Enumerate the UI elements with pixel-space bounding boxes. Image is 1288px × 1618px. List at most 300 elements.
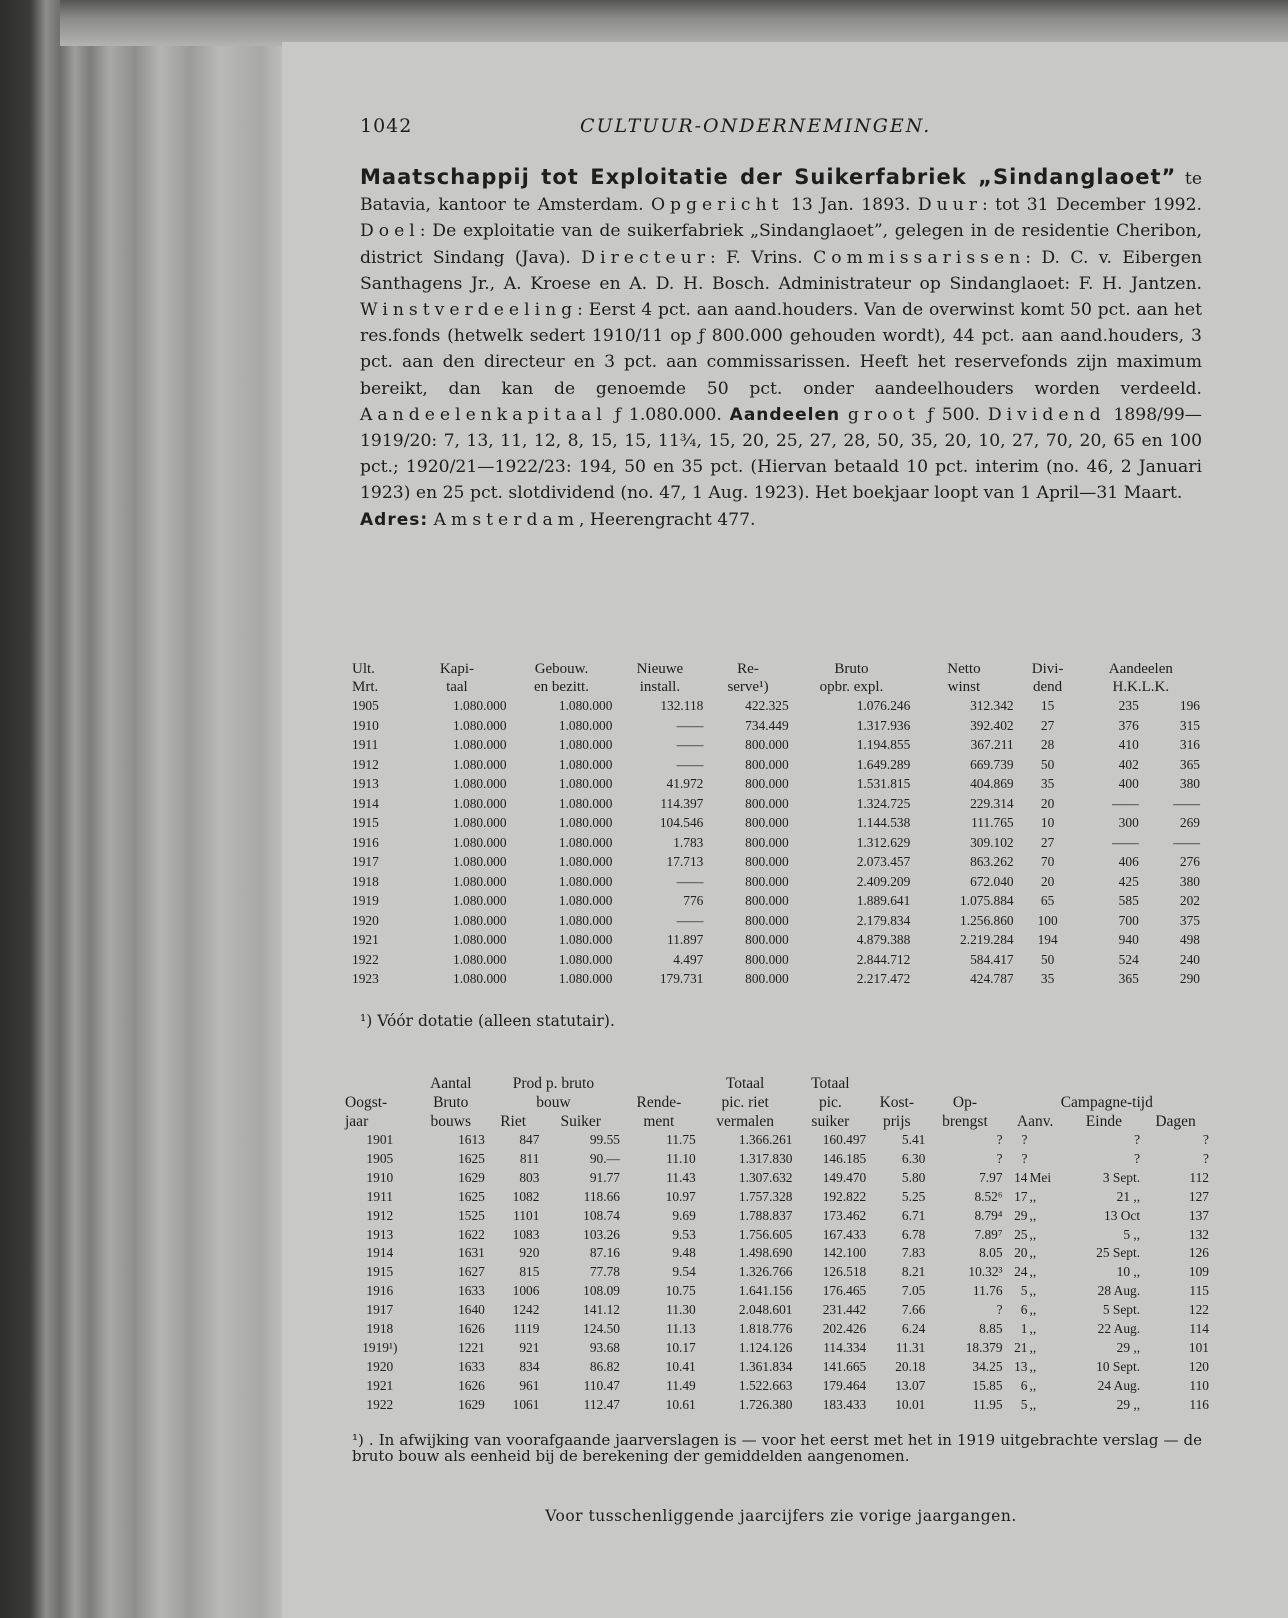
table-cell: 365 xyxy=(1118,971,1139,986)
table-cell: ,, xyxy=(1029,1302,1037,1318)
table-row xyxy=(344,1377,1210,1396)
col-header: Ult. Mrt. xyxy=(352,661,379,695)
table-cell: 5.80 xyxy=(901,1169,926,1185)
table-cell: 1631 xyxy=(458,1245,485,1261)
table-cell xyxy=(1028,1131,1066,1150)
table-cell: —— xyxy=(676,756,704,772)
col-header: jaar xyxy=(345,1113,369,1130)
table-row xyxy=(344,1282,1210,1301)
table-cell: 315 xyxy=(1179,717,1200,733)
table-cell: 800.000 xyxy=(745,776,789,791)
col-header: Aandeelen H.K.L.K. xyxy=(1108,661,1173,695)
table-cell: 229.314 xyxy=(970,795,1014,811)
table-cell: 940 xyxy=(1118,932,1139,947)
table-cell: 108.74 xyxy=(583,1207,620,1223)
table-cell: 1.788.837 xyxy=(738,1207,793,1223)
table-cell: 1915 xyxy=(352,815,379,830)
table-cell: 425 xyxy=(1118,873,1139,889)
table-cell: 1.080.000 xyxy=(558,737,613,752)
table-cell: 1922 xyxy=(366,1396,394,1412)
table-cell: ,, xyxy=(1029,1188,1037,1204)
table-cell: 776 xyxy=(683,893,704,908)
table-cell: 1.080.000 xyxy=(453,932,507,947)
col-header: Riet xyxy=(500,1113,527,1130)
table-cell: 114.334 xyxy=(823,1339,867,1355)
table-cell: 20.18 xyxy=(895,1358,926,1374)
table-cell: 1.080.000 xyxy=(558,698,613,713)
table-cell: 173.462 xyxy=(822,1207,867,1223)
table-cell: 1.522.663 xyxy=(738,1377,793,1393)
table-cell: 406 xyxy=(1118,854,1139,869)
table-cell: 1.080.000 xyxy=(558,717,613,733)
table-cell: ,, xyxy=(1029,1226,1037,1242)
col-header: Aanv. xyxy=(1016,1113,1054,1130)
table-cell: 11.43 xyxy=(666,1169,696,1185)
table-cell: 110 xyxy=(1189,1377,1209,1393)
table-cell: 700 xyxy=(1118,912,1139,928)
label-dividend: Dividend xyxy=(987,404,1106,425)
table-cell: 5 ,, xyxy=(1123,1226,1141,1242)
table-cell: 734.449 xyxy=(745,717,789,733)
closing-note: Voor tusschenliggende jaarcijfers zie vorige jaargangen. xyxy=(545,1507,1017,1525)
text-groot: ƒ 500. xyxy=(919,404,988,425)
table-cell: 1.889.641 xyxy=(856,893,911,908)
table-cell: 800.000 xyxy=(745,912,789,928)
table-cell: 8.05 xyxy=(979,1245,1003,1261)
table-cell: 24 xyxy=(1014,1264,1028,1280)
table-cell: 70 xyxy=(1040,854,1055,869)
table-cell: 1916 xyxy=(366,1283,394,1299)
table-cell: 1.783 xyxy=(673,834,704,850)
table-cell: ,, xyxy=(1029,1358,1037,1374)
table-cell: 1.080.000 xyxy=(453,834,507,850)
col-header: Dagen xyxy=(1155,1113,1196,1130)
table-cell: 112 xyxy=(1189,1169,1209,1185)
table-cell: 800.000 xyxy=(745,737,789,752)
table-cell: 1905 xyxy=(366,1150,394,1166)
col-header: Kost- xyxy=(879,1094,915,1111)
table-cell: 1.080.000 xyxy=(558,834,613,850)
table-cell: 1.531.815 xyxy=(856,776,911,791)
table-cell: 8.79⁴ xyxy=(974,1207,1003,1223)
label-winstverdeeling: Winstverdeeling xyxy=(360,300,578,321)
production-table xyxy=(344,1074,1210,1415)
table-cell: 1119 xyxy=(513,1321,540,1337)
col-header: ment xyxy=(643,1113,675,1130)
table-row xyxy=(350,872,1202,892)
col-header: Divi- dend xyxy=(1031,661,1064,695)
table-cell: 1.080.000 xyxy=(558,756,613,772)
table-cell: 17.713 xyxy=(666,854,704,869)
table-cell: 2.217.472 xyxy=(856,971,911,986)
table-row xyxy=(344,1226,1210,1245)
table-cell: 4.879.388 xyxy=(856,932,911,947)
table-cell: 65 xyxy=(1040,893,1055,908)
table-cell: 5.41 xyxy=(901,1132,926,1147)
table-cell: 1.756.605 xyxy=(738,1226,793,1242)
table-cell: 5 Sept. xyxy=(1102,1302,1141,1318)
table-cell: 196 xyxy=(1179,698,1200,713)
table-cell: 1525 xyxy=(458,1207,485,1223)
table-cell: 309.102 xyxy=(970,834,1014,850)
table-cell: 1918 xyxy=(352,873,379,889)
table-cell: 800.000 xyxy=(745,854,789,869)
table-cell: 800.000 xyxy=(745,795,789,811)
col-header: Totaal xyxy=(725,1075,765,1092)
table-cell: 1916 xyxy=(352,834,379,850)
table-cell: 1.080.000 xyxy=(558,912,613,928)
table-cell: 8.52⁶ xyxy=(974,1188,1003,1204)
table-cell: 1.080.000 xyxy=(453,698,507,713)
col-header: Oogst- xyxy=(345,1094,388,1111)
table-cell: 1.317.830 xyxy=(738,1150,793,1166)
table-cell: 800.000 xyxy=(745,756,789,772)
table-row xyxy=(350,774,1202,794)
table-cell: 4.497 xyxy=(673,951,704,967)
table-cell: 122 xyxy=(1188,1302,1209,1318)
table-cell: —— xyxy=(1111,795,1139,811)
table-cell: 176.465 xyxy=(822,1283,867,1299)
table-row xyxy=(344,1131,1210,1150)
table-cell: 1.366.261 xyxy=(738,1132,793,1147)
table-cell: 11.75 xyxy=(666,1132,696,1147)
table-cell: 21 xyxy=(1014,1339,1028,1355)
table-cell: 29 ,, xyxy=(1116,1339,1141,1355)
col-header: Rende- xyxy=(636,1094,682,1111)
table-cell: 20 xyxy=(1040,795,1055,811)
table-cell: 1923 xyxy=(352,971,379,986)
table-cell: 11.49 xyxy=(666,1377,696,1393)
table-cell: 1911 xyxy=(366,1188,393,1204)
table-cell: 10.75 xyxy=(665,1283,696,1299)
table-cell: 29 xyxy=(1014,1207,1028,1223)
table-cell: 1.080.000 xyxy=(453,776,507,791)
table-cell: 2.219.284 xyxy=(960,932,1014,947)
table-cell: 11.897 xyxy=(667,932,704,947)
table-cell: 961 xyxy=(519,1377,540,1393)
table-cell: 6 xyxy=(1020,1302,1028,1318)
table-row xyxy=(344,1263,1210,1282)
text-winstverdeeling: : Eerst 4 pct. aan aand.houders. Van de overwinst komt 50 pct. aan het res.fonds (hetwelk sedert 1910/11 op ƒ 800.000 gehouden wordt), 44 pct. aan aand.houders, 3 pct. aan den directeur en 3 pct. aan commissarissen. Heeft het reservefonds zijn maximum bereikt, dan kan de genoemde 50 pct. onder aandeelhouders worden verdeeld. xyxy=(360,300,1202,399)
table-cell: 1061 xyxy=(512,1396,540,1412)
label-duur: Duur xyxy=(917,195,982,216)
table-cell: 10.41 xyxy=(665,1358,696,1374)
table-cell: ? xyxy=(1021,1150,1028,1166)
table-cell: 202.426 xyxy=(822,1321,867,1337)
table-cell: 28 Aug. xyxy=(1097,1283,1141,1299)
table-cell: ? xyxy=(1134,1150,1141,1166)
col-header: vermalen xyxy=(716,1113,774,1130)
table-cell: 585 xyxy=(1118,893,1139,908)
table-row xyxy=(344,1169,1210,1188)
label-aandeelenkapitaal: Aandeelenkapitaal xyxy=(360,404,607,425)
running-head: CULTUUR-ONDERNEMINGEN. xyxy=(580,115,932,137)
col-header: Kapi- taal xyxy=(439,661,474,695)
col-header: Campagne-tijd xyxy=(1060,1094,1153,1111)
table-cell: 1901 xyxy=(366,1132,394,1147)
table-cell: 424.787 xyxy=(970,971,1014,986)
table-cell: 116 xyxy=(1189,1396,1209,1412)
table-cell: 1922 xyxy=(352,951,379,967)
table-cell: 11.95 xyxy=(972,1396,1003,1412)
table-cell: 126 xyxy=(1188,1245,1209,1261)
table-cell: 77.78 xyxy=(589,1264,620,1280)
table-cell: 132 xyxy=(1188,1226,1209,1242)
table-cell: 1.256.860 xyxy=(960,912,1014,928)
table-row xyxy=(350,891,1202,911)
table-cell: 524 xyxy=(1118,951,1139,967)
table-cell: 1633 xyxy=(458,1358,485,1374)
table-cell: 1622 xyxy=(458,1226,485,1242)
label-commissarissen: Commissarissen xyxy=(813,247,1026,268)
table-cell: 7.66 xyxy=(901,1302,926,1318)
text-directeur: : F. Vrins. xyxy=(709,247,814,268)
table-cell: 800.000 xyxy=(745,834,789,850)
text-commissarissen: : D. C. v. Eibergen Santhagens Jr., A. Kroese en A. D. H. Bosch. Administrateur op Sindanglaoet: F. H. Jantzen. xyxy=(360,247,1203,294)
table-cell: —— xyxy=(1173,834,1200,850)
table-cell: —— xyxy=(676,717,704,733)
table-row xyxy=(344,1396,1210,1415)
table-cell: 584.417 xyxy=(970,951,1014,967)
financial-table xyxy=(350,660,1202,989)
col-header: bouws xyxy=(430,1113,471,1130)
label-doel: Doel xyxy=(360,221,420,242)
table-cell: 1.144.538 xyxy=(856,815,911,830)
table-cell: 1.080.000 xyxy=(558,776,613,791)
table-cell: 11.31 xyxy=(895,1339,926,1355)
table-cell: 422.325 xyxy=(745,698,789,713)
table-cell: 6.24 xyxy=(901,1321,926,1337)
table-cell: 142.100 xyxy=(822,1245,867,1261)
table-cell: 1.080.000 xyxy=(453,854,507,869)
table-row xyxy=(350,852,1202,872)
text-opgericht: 13 Jan. 1893. xyxy=(783,195,918,216)
table-cell: 183.433 xyxy=(822,1396,867,1412)
table-cell: Mei xyxy=(1029,1169,1052,1185)
table-cell: 11.10 xyxy=(666,1150,696,1166)
table-cell: 6.78 xyxy=(901,1226,926,1242)
table-cell: 10 Sept. xyxy=(1096,1358,1141,1374)
table-cell: 1.324.725 xyxy=(856,795,911,811)
table-cell: 35 xyxy=(1040,776,1055,791)
table-cell: 8.85 xyxy=(979,1321,1003,1337)
table-cell: 1.124.126 xyxy=(738,1339,793,1355)
table-cell: 160.497 xyxy=(822,1132,867,1147)
table-cell: 800.000 xyxy=(745,815,789,830)
table-cell: 1.080.000 xyxy=(453,815,507,830)
table-cell: 109 xyxy=(1188,1264,1209,1280)
table-cell: 800.000 xyxy=(745,893,789,908)
table-cell: ? xyxy=(996,1302,1003,1318)
table-cell: 1905 xyxy=(352,698,379,713)
table-cell: 111.765 xyxy=(971,815,1014,830)
book-top-edge xyxy=(60,0,1288,46)
table-cell: 3 Sept. xyxy=(1102,1169,1141,1185)
table-cell: 6.30 xyxy=(901,1150,926,1166)
table-cell: 101 xyxy=(1188,1339,1209,1355)
table-cell: 800.000 xyxy=(745,873,789,889)
table-cell: 93.68 xyxy=(589,1339,620,1355)
table-cell: 146.185 xyxy=(822,1150,867,1166)
footnote-reserve: ¹) Vóór dotatie (alleen statutair). xyxy=(360,1012,615,1030)
table-cell: 669.739 xyxy=(970,756,1014,772)
table-cell: 1.080.000 xyxy=(453,951,507,967)
table-cell: 376 xyxy=(1118,717,1139,733)
table-cell: 863.262 xyxy=(970,854,1014,869)
table-cell: 15 xyxy=(1040,698,1055,713)
label-directeur: Directeur xyxy=(581,247,710,268)
table-cell: 41.972 xyxy=(666,776,704,791)
table-cell: 1917 xyxy=(366,1302,394,1318)
table-cell: 108.09 xyxy=(583,1283,620,1299)
table-cell: 7.97 xyxy=(979,1169,1003,1185)
table-cell: 1921 xyxy=(366,1377,394,1393)
table-cell: 1.080.000 xyxy=(558,951,613,967)
table-cell: 137 xyxy=(1188,1207,1209,1223)
table-cell: 410 xyxy=(1118,737,1139,752)
table-row xyxy=(350,813,1202,833)
table-cell: 103.26 xyxy=(583,1226,620,1242)
table-cell: 1.076.246 xyxy=(856,698,911,713)
table-cell: 22 Aug. xyxy=(1097,1321,1141,1337)
table-cell: 7.83 xyxy=(901,1245,926,1261)
table-cell: 1082 xyxy=(512,1188,540,1204)
table-cell: 1 xyxy=(1020,1321,1028,1337)
table-cell: 316 xyxy=(1179,737,1200,752)
table-cell: 1006 xyxy=(512,1283,540,1299)
table-cell: 114 xyxy=(1189,1321,1209,1337)
table-row xyxy=(350,833,1202,853)
table-cell: 91.77 xyxy=(589,1169,620,1185)
table-cell: 149.470 xyxy=(822,1169,867,1185)
table-row xyxy=(350,735,1202,755)
table-cell: 34.25 xyxy=(972,1358,1003,1374)
financial-table-body xyxy=(350,696,1202,989)
table-row xyxy=(344,1339,1210,1358)
table-header-row xyxy=(344,1112,1210,1131)
table-cell: 1.307.632 xyxy=(738,1169,793,1185)
table-cell: 920 xyxy=(519,1245,540,1261)
table-cell: 1.080.000 xyxy=(453,737,507,752)
page-header xyxy=(360,112,1205,142)
col-header: Bruto xyxy=(433,1094,469,1111)
table-cell: 5 xyxy=(1020,1396,1028,1412)
table-cell: 1.361.834 xyxy=(738,1358,793,1374)
col-header: Prod p. bruto xyxy=(512,1075,595,1092)
table-cell: 1626 xyxy=(458,1377,485,1393)
col-header xyxy=(621,1074,697,1093)
table-cell: 1912 xyxy=(352,756,379,772)
table-cell: 118.66 xyxy=(583,1188,620,1204)
text-dividend: 1898/99—1919/20: 7, 13, 11, 12, 8, 15, 15, 11¾, 15, 20, 25, 27, 28, 50, 35, 20, 10, 27, 70, 20, 65 en 100 pct.; 1920/21—1922/23: 194, 50 en 35 pct. (Hiervan betaald 10 pct. interim (no. 46, 2 Januari 1923) en 25 pct. slotdividend (no. 47, 1 Aug. 1923). Het boekjaar loopt van 1 April—31 Maart. xyxy=(360,404,1202,504)
table-cell: 141.665 xyxy=(822,1358,867,1374)
table-cell: 240 xyxy=(1179,951,1200,967)
table-cell: 1629 xyxy=(458,1396,485,1412)
table-cell: 1640 xyxy=(458,1302,485,1318)
col-header: Bruto opbr. expl. xyxy=(819,661,884,695)
table-cell: 1920 xyxy=(366,1358,394,1374)
table-cell: 6 xyxy=(1020,1377,1028,1393)
col-header: suiker xyxy=(811,1113,850,1130)
table-cell: 1912 xyxy=(366,1207,394,1223)
table-cell: 194 xyxy=(1037,932,1058,947)
table-row xyxy=(350,755,1202,775)
table-row xyxy=(344,1301,1210,1320)
table-cell: 5 xyxy=(1020,1283,1028,1299)
table-cell: 2.073.457 xyxy=(856,854,911,869)
table-cell: 13.07 xyxy=(895,1377,926,1393)
table-cell: 847 xyxy=(519,1132,540,1147)
table-row xyxy=(350,950,1202,970)
page-number: 1042 xyxy=(360,115,413,137)
table-row xyxy=(344,1150,1210,1169)
table-cell: 126.518 xyxy=(822,1264,867,1280)
table-cell: 10 ,, xyxy=(1116,1264,1141,1280)
table-cell: 17 xyxy=(1014,1188,1028,1204)
table-cell: 9.69 xyxy=(672,1207,696,1223)
table-cell: 231.442 xyxy=(822,1302,867,1318)
col-header: Totaal xyxy=(811,1075,850,1092)
table-cell: 1625 xyxy=(458,1150,485,1166)
table-cell: 803 xyxy=(519,1169,540,1185)
table-cell: 235 xyxy=(1118,698,1139,713)
table-cell: 127 xyxy=(1188,1188,1209,1204)
table-cell: 179.731 xyxy=(659,971,704,986)
intro-text: te Batavia, kantoor te Amsterdam. xyxy=(360,169,1203,216)
table-cell: 800.000 xyxy=(745,932,789,947)
table-cell: 1.080.000 xyxy=(558,873,613,889)
table-cell: 1920 xyxy=(352,912,379,928)
table-cell: 1.080.000 xyxy=(558,893,613,908)
col-header: prijs xyxy=(883,1113,911,1130)
table-cell: 5.25 xyxy=(901,1188,926,1204)
table-cell: 35 xyxy=(1040,971,1055,986)
table-cell: 815 xyxy=(519,1264,540,1280)
table-cell: 1625 xyxy=(458,1188,485,1204)
table-cell: 834 xyxy=(519,1358,540,1374)
table-cell: 1627 xyxy=(458,1264,485,1280)
table-row xyxy=(344,1188,1210,1207)
table-cell: 11.13 xyxy=(666,1321,696,1337)
table-cell: 28 xyxy=(1040,737,1055,752)
text-doel: : De exploitatie van de suikerfabriek „Sindanglaoet”, gelegen in de residentie Cheribon, district Sindang (Java). xyxy=(360,221,1202,268)
table-header-row xyxy=(350,660,1202,696)
table-cell: 13 Oct xyxy=(1104,1207,1141,1223)
table-row xyxy=(344,1207,1210,1226)
table-cell: 1242 xyxy=(512,1302,540,1318)
table-cell: 1.080.000 xyxy=(453,795,507,811)
table-cell: 50 xyxy=(1040,951,1055,967)
table-cell: 120 xyxy=(1188,1358,1209,1374)
table-cell: ? xyxy=(1021,1132,1028,1147)
table-cell: 11.76 xyxy=(972,1283,1003,1299)
table-cell: ,, xyxy=(1029,1321,1037,1337)
table-cell: 1921 xyxy=(352,932,379,947)
table-cell: 1.649.289 xyxy=(856,756,911,772)
table-cell: 9.53 xyxy=(672,1226,696,1242)
table-cell: 402 xyxy=(1118,756,1139,772)
table-cell: 1.080.000 xyxy=(453,893,507,908)
label-aandeelen: Aandeelen xyxy=(729,404,841,425)
table-cell: 10.97 xyxy=(665,1188,696,1204)
table-cell: 1913 xyxy=(352,776,379,791)
table-cell: 1917 xyxy=(352,854,379,869)
table-cell: —— xyxy=(676,873,704,889)
table-cell: 1910 xyxy=(366,1169,394,1185)
table-cell: ,, xyxy=(1029,1207,1037,1223)
table-cell: 100 xyxy=(1037,912,1058,928)
table-cell: 167.433 xyxy=(822,1226,867,1242)
